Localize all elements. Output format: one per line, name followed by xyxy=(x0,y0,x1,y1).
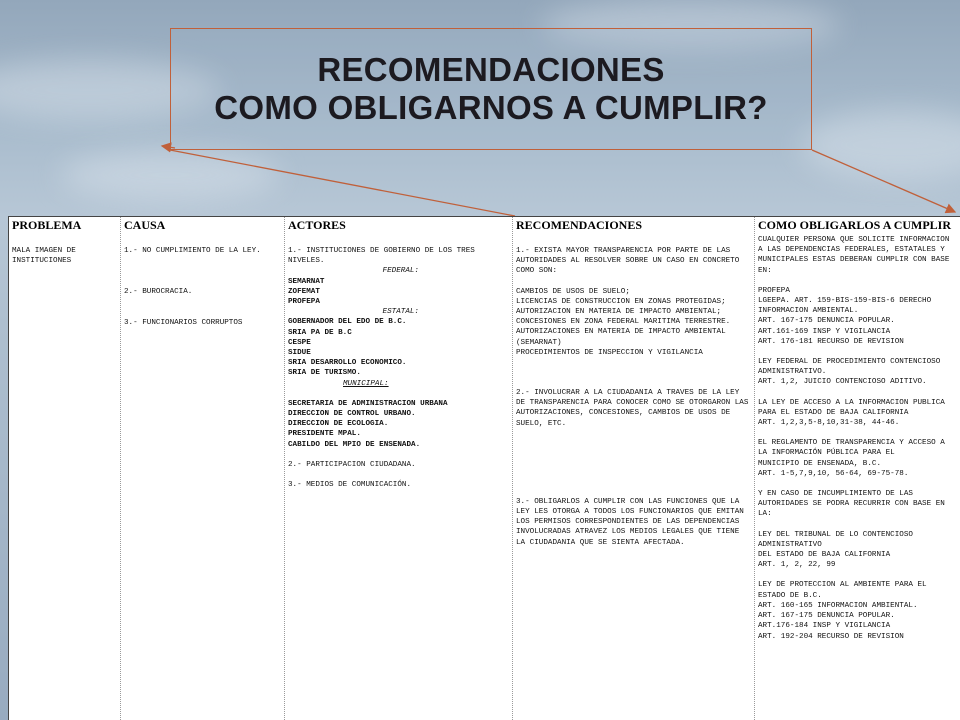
causa-item-2: 2.- BUROCRACIA. xyxy=(124,288,193,297)
title-line-1: RECOMENDACIONES xyxy=(317,51,665,88)
recomendacion-1: 1.- EXISTA MAYOR TRANSPARENCIA POR PARTE DE LAS AUTORIDADES AL RESOLVER SOBRE UN CASO EN CONCRETO COMO SON: xyxy=(516,247,744,276)
header-problema: PROBLEMA xyxy=(12,218,82,232)
title-line-2: COMO OBLIGARNOS A CUMPLIR? xyxy=(214,89,768,126)
obligar-7: LEY DEL TRIBUNAL DE LO CONTENCIOSO ADMINISTRATIVO DEL ESTADO DE BAJA CALIFORNIA ART. 1, 2, 22, 99 xyxy=(758,530,913,570)
obligar-1: CUALQUIER PERSONA QUE SOLICITE INFORMACION A LAS DEPENDENCIAS FEDERALES, ESTATALES Y MUNICIPALES ESTAS DEBERAN CUMPLIR CON BASE EN: xyxy=(758,236,954,275)
causa-item-1: 1.- NO CUMPLIMIENTO DE LA LEY. xyxy=(124,247,261,255)
obligar-2: PROFEPA LGEEPA. ART. 159-BIS-159-BIS-6 DERECHO INFORMACION AMBIENTAL. ART. 167-175 DENUNCIA POPULAR. ART.161-169 INSP Y VIGILANCIA ART. 176-181 RECURSO DE REVISION xyxy=(758,286,932,346)
actores-federal-label: FEDERAL: xyxy=(382,267,419,276)
column-problema xyxy=(9,217,121,720)
obligar-3: LEY FEDERAL DE PROCEDIMIENTO CONTENCIOSO ADMINISTRATIVO. ART. 1,2, JUICIO CONTENCIOSO ADITIVO. xyxy=(758,358,941,387)
actores-municipal-3: DIRECCION DE ECOLOGIA. xyxy=(288,420,389,429)
header-recomendaciones: RECOMENDACIONES xyxy=(516,218,643,232)
actores-municipal-1: SECRETARIA DE ADMINISTRACION URBANA xyxy=(288,399,448,408)
recommendations-table xyxy=(8,216,960,720)
actores-municipal-4: PRESIDENTE MPAL. xyxy=(288,430,361,439)
actores-estatal-3: CESPE xyxy=(288,338,311,347)
actores-item-2: 2.- PARTICIPACION CIUDADANA. xyxy=(288,460,416,469)
column-recomendaciones xyxy=(513,217,755,720)
recomendacion-2: 2.- INVOLUCRAR A LA CIUDADANIA A TRAVES DE LA LEY DE TRANSPARENCIA PARA CONOCER COMO SE OTORGARON LAS AUTORIZACIONES, CONCESIONES, CAMBIOS DE USOS DE SUELO, ETC. xyxy=(516,389,753,428)
actores-federal-2: ZOFEMAT xyxy=(288,287,320,296)
actores-federal-1: SEMARNAT xyxy=(288,277,325,286)
column-causa xyxy=(121,217,285,720)
recomendacion-1-list: CAMBIOS DE USOS DE SUELO; LICENCIAS DE CONSTRUCCION EN ZONAS PROTEGIDAS; AUTORIZACION EN MATERIA DE IMPACTO AMBIENTAL; CONCESIONES EN ZONA FEDERAL MARITIMA TERRESTRE. AUTORIZACIONES EN MATERIA DE IMPACTO AMBIENTAL (SEMARNAT) PROCEDIMIENTOS DE INSPECCION Y VIGILANCIA xyxy=(516,287,731,357)
actores-municipal-5: CABILDO DEL MPIO DE ENSENADA. xyxy=(288,440,421,449)
header-actores: ACTORES xyxy=(288,218,346,232)
header-obligar: COMO OBLIGARLOS A CUMPLIR xyxy=(758,218,952,232)
actores-municipal-2: DIRECCION DE CONTROL URBANO. xyxy=(288,410,416,419)
actores-federal-3: PROFEPA xyxy=(288,298,320,307)
actores-estatal-6: SRIA DE TURISMO. xyxy=(288,369,361,378)
connector-right xyxy=(812,150,955,212)
obligar-4: LA LEY DE ACCESO A LA INFORMACION PUBLICA PARA EL ESTADO DE BAJA CALIFORNIA ART. 1,2,3,5-8,10,31-38, 44-46. xyxy=(758,398,945,428)
connector-left xyxy=(170,150,515,216)
connector-left-arrow xyxy=(162,146,175,148)
recomendacion-3: 3.- OBLIGARLOS A CUMPLIR CON LAS FUNCIONES QUE LA LEY LES OTORGA A TODOS LOS FUNCIONARIOS QUE EMITAN LOS PERMISOS CORRESPONDIENTES DE LAS DEPENDENCIAS INVOLUCRADAS ATRAVEZ LOS MEDIOS LEGALES QUE TIENE LA CIUDADANIA QUE SE SIENTA AFECTADA. xyxy=(516,497,749,547)
actores-municipal-label: MUNICIPAL: xyxy=(343,379,389,388)
obligar-5: EL REGLAMENTO DE TRANSPARENCIA Y ACCESO A LA INFORMACIÓN PÚBLICA PARA EL MUNICIPIO DE ENSENADA, B.C. ART. 1-5,7,9,10, 56-64, 69-75-78. xyxy=(758,439,945,478)
actores-item-1: 1.- INSTITUCIONES DE GOBIERNO DE LOS TRES NIVELES. xyxy=(288,247,480,266)
actores-estatal-2: SRIA PA DE B.C xyxy=(288,328,352,337)
actores-item-3: 3.- MEDIOS DE COMUNICACIÓN. xyxy=(288,481,412,490)
actores-estatal-1: GOBERNADOR DEL EDO DE B.C. xyxy=(288,318,407,327)
obligar-6: Y EN CASO DE INCUMPLIMIENTO DE LAS AUTORIDADES SE PODRA RECURRIR CON BASE EN LA: xyxy=(758,490,950,519)
causa-item-3: 3.- FUNCIONARIOS CORRUPTOS xyxy=(124,319,243,328)
actores-estatal-label: ESTATAL: xyxy=(382,308,419,317)
problema-text: MALA IMAGEN DE INSTITUCIONES xyxy=(12,247,81,266)
column-actores xyxy=(285,217,513,720)
actores-estatal-4: SIDUE xyxy=(288,349,311,358)
actores-estatal-5: SRIA DESARROLLO ECONOMICO. xyxy=(288,359,407,368)
obligar-8: LEY DE PROTECCION AL AMBIENTE PARA EL ESTADO DE B.C. ART. 160-165 INFORMACION AMBIENTAL. ART. 167-175 DENUNCIA POPULAR. ART.176-184 INSP Y VIGILANCIA ART. 192-204 RECURSO DE REVISION xyxy=(758,581,927,641)
column-obligar xyxy=(755,217,960,720)
header-causa: CAUSA xyxy=(124,218,166,232)
